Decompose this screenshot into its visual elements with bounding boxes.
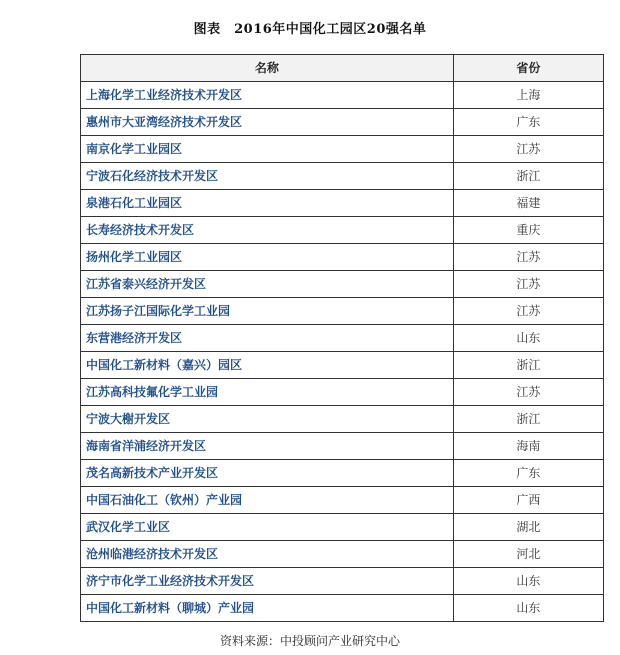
column-header-name: 名称 (81, 55, 454, 82)
table-row (81, 136, 604, 163)
table-row (81, 82, 604, 109)
park-province: 江苏 (453, 298, 603, 325)
park-province: 江苏 (453, 136, 603, 163)
park-name: 江苏省泰兴经济开发区 (81, 271, 454, 298)
park-name: 东营港经济开发区 (81, 325, 454, 352)
table-row (81, 541, 604, 568)
park-name: 武汉化学工业区 (81, 514, 454, 541)
park-name: 宁波大榭开发区 (81, 406, 454, 433)
park-name: 江苏扬子江国际化学工业园 (81, 298, 454, 325)
park-province: 江苏 (453, 244, 603, 271)
table-row (81, 352, 604, 379)
park-province: 广东 (453, 460, 603, 487)
park-name: 中国石油化工（钦州）产业园 (81, 487, 454, 514)
table-row (81, 406, 604, 433)
park-name: 江苏高科技氟化学工业园 (81, 379, 454, 406)
table-header-row (81, 55, 604, 82)
chemical-parks-table (80, 54, 604, 622)
park-province: 山东 (453, 325, 603, 352)
table-row (81, 595, 604, 622)
table-row (81, 163, 604, 190)
park-name: 扬州化学工业园区 (81, 244, 454, 271)
park-province: 江苏 (453, 379, 603, 406)
park-province: 海南 (453, 433, 603, 460)
table-row (81, 190, 604, 217)
table-row (81, 433, 604, 460)
table-row (81, 379, 604, 406)
park-province: 上海 (453, 82, 603, 109)
table-row (81, 217, 604, 244)
table-row (81, 109, 604, 136)
park-name: 中国化工新材料（嘉兴）园区 (81, 352, 454, 379)
park-province: 湖北 (453, 514, 603, 541)
table-row (81, 568, 604, 595)
source-note: 资料来源：中投顾问产业研究中心 (219, 634, 400, 648)
park-name: 长寿经济技术开发区 (81, 217, 454, 244)
table-row (81, 325, 604, 352)
park-name: 泉港石化工业园区 (81, 190, 454, 217)
park-name: 中国化工新材料（聊城）产业园 (81, 595, 454, 622)
park-province: 浙江 (453, 352, 603, 379)
park-province: 山东 (453, 595, 603, 622)
table-row (81, 271, 604, 298)
park-name: 海南省洋浦经济开发区 (81, 433, 454, 460)
park-name: 沧州临港经济技术开发区 (81, 541, 454, 568)
park-province: 浙江 (453, 406, 603, 433)
table-row (81, 514, 604, 541)
park-name: 济宁市化学工业经济技术开发区 (81, 568, 454, 595)
park-name: 茂名高新技术产业开发区 (81, 460, 454, 487)
park-province: 广西 (453, 487, 603, 514)
table-row (81, 298, 604, 325)
park-province: 江苏 (453, 271, 603, 298)
table-row (81, 460, 604, 487)
park-province: 河北 (453, 541, 603, 568)
column-header-province: 省份 (453, 55, 603, 82)
page-title: 图表 2016年中国化工园区20强名单 (193, 22, 427, 37)
park-province: 重庆 (453, 217, 603, 244)
park-name: 惠州市大亚湾经济技术开发区 (81, 109, 454, 136)
park-name: 南京化学工业园区 (81, 136, 454, 163)
park-name: 宁波石化经济技术开发区 (81, 163, 454, 190)
park-province: 浙江 (453, 163, 603, 190)
table-row (81, 244, 604, 271)
table-row (81, 487, 604, 514)
park-name: 上海化学工业经济技术开发区 (81, 82, 454, 109)
park-province: 福建 (453, 190, 603, 217)
park-province: 广东 (453, 109, 603, 136)
park-province: 山东 (453, 568, 603, 595)
